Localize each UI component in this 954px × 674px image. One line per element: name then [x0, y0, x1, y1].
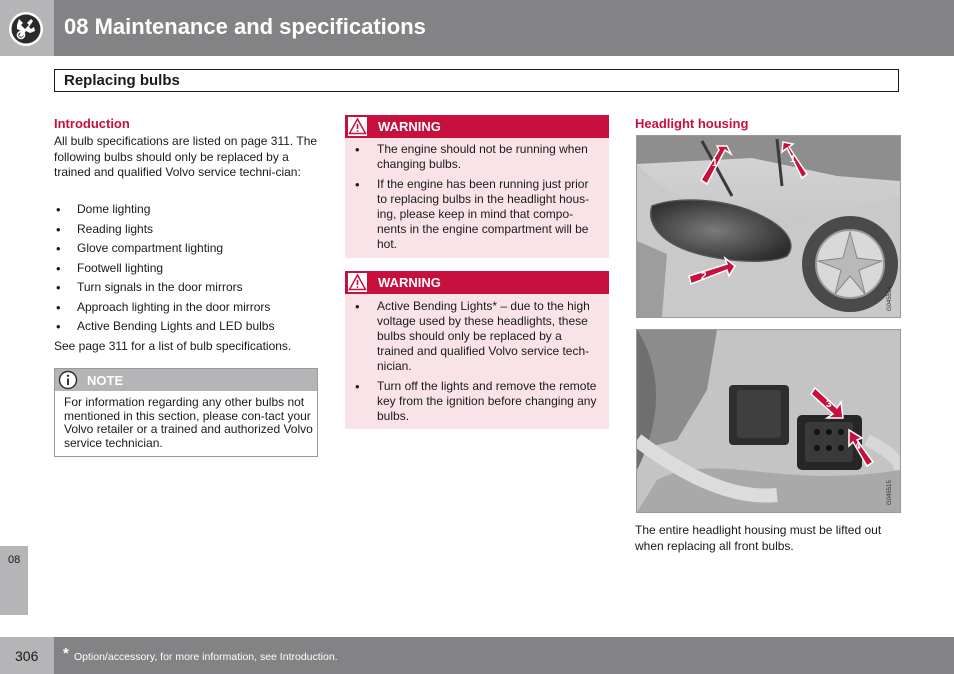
list-item: • Approach lighting in the door mirrors: [54, 300, 274, 320]
warning-list: [353, 299, 601, 424]
headlight-figure-car: [636, 135, 901, 318]
headlight-figure-connector: [636, 329, 901, 513]
connector-illustration: [637, 330, 900, 512]
list-item: • If the engine has been running just prior to replacing bulbs in the headlight hous-ing, please keep in mind that compo-nents in the engine compartment will be hot.: [353, 177, 601, 252]
info-icon: [58, 370, 78, 390]
footnote-text: Option/accessory, for more information, see Introduction.: [74, 651, 338, 663]
warning-header: [345, 271, 609, 294]
section-title: Replacing bulbs: [64, 72, 180, 89]
warning-list: [353, 142, 601, 252]
introduction-paragraph: All bulb specifications are listed on page 311. The following bulbs should only be replaced by a trained and qualified Volvo service techni-cian:: [54, 134, 318, 179]
note-text: For information regarding any other bulbs not mentioned in this section, please con-tact your Volvo retailer or a trained and authorized Volvo service technician.: [64, 395, 313, 450]
list-item: • Footwell lighting: [54, 261, 274, 281]
callout-label: 3: [826, 399, 832, 410]
chapter-icon-box: [0, 0, 54, 56]
introduction-heading: Introduction: [54, 116, 130, 131]
page-number: 306: [15, 648, 39, 664]
chapter-header: [0, 0, 954, 56]
page-footer: [0, 637, 954, 674]
chapter-title: 08 Maintenance and specifications: [64, 14, 426, 39]
warning-box-1: [345, 115, 609, 258]
note-header: [55, 369, 317, 391]
list-item: • Active Bending Lights* – due to the high voltage used by these headlights, these bulbs should only be replaced by a trained and qualified Volvo service tech-nician.: [353, 299, 601, 374]
wrench-gear-icon: [8, 11, 44, 47]
figure-code: G045514: [887, 286, 893, 311]
footer-note-box: [54, 637, 954, 674]
warning-title: WARNING: [378, 119, 441, 134]
callout-label: 4: [855, 441, 861, 452]
warning-triangle-icon: [348, 273, 367, 292]
figure-code: G045515: [887, 480, 893, 505]
note-title: NOTE: [87, 373, 124, 388]
list-item: • Reading lights: [54, 222, 274, 242]
see-page-text: See page 311 for a list of bulb specifications.: [54, 339, 292, 353]
side-tab-label: 08: [8, 554, 21, 566]
warning-box-2: [345, 271, 609, 429]
section-title-box: [54, 69, 899, 92]
warning-header: [345, 115, 609, 138]
car-front-illustration: [637, 136, 900, 317]
callout-label: 1: [712, 158, 718, 169]
footnote-star: *: [63, 645, 69, 662]
list-item: • Active Bending Lights and LED bulbs: [54, 319, 274, 339]
callout-label: 1: [790, 154, 796, 165]
chapter-side-tab: [0, 546, 28, 615]
bulb-list: [54, 202, 274, 339]
note-box: [54, 368, 318, 457]
list-item: • Glove compartment lighting: [54, 241, 274, 261]
list-item: • Turn signals in the door mirrors: [54, 280, 274, 300]
list-item: • Turn off the lights and remove the remote key from the ignition before changing any bulbs.: [353, 379, 601, 424]
callout-label: 2: [701, 271, 707, 282]
page-number-box: [0, 637, 54, 674]
warning-title: WARNING: [378, 275, 441, 290]
list-item: • Dome lighting: [54, 202, 274, 222]
warning-triangle-icon: [348, 117, 367, 136]
figure-caption: The entire headlight housing must be lifted out when replacing all front bulbs.: [635, 523, 882, 553]
list-item: • The engine should not be running when changing bulbs.: [353, 142, 601, 172]
headlight-housing-heading: Headlight housing: [635, 116, 749, 131]
